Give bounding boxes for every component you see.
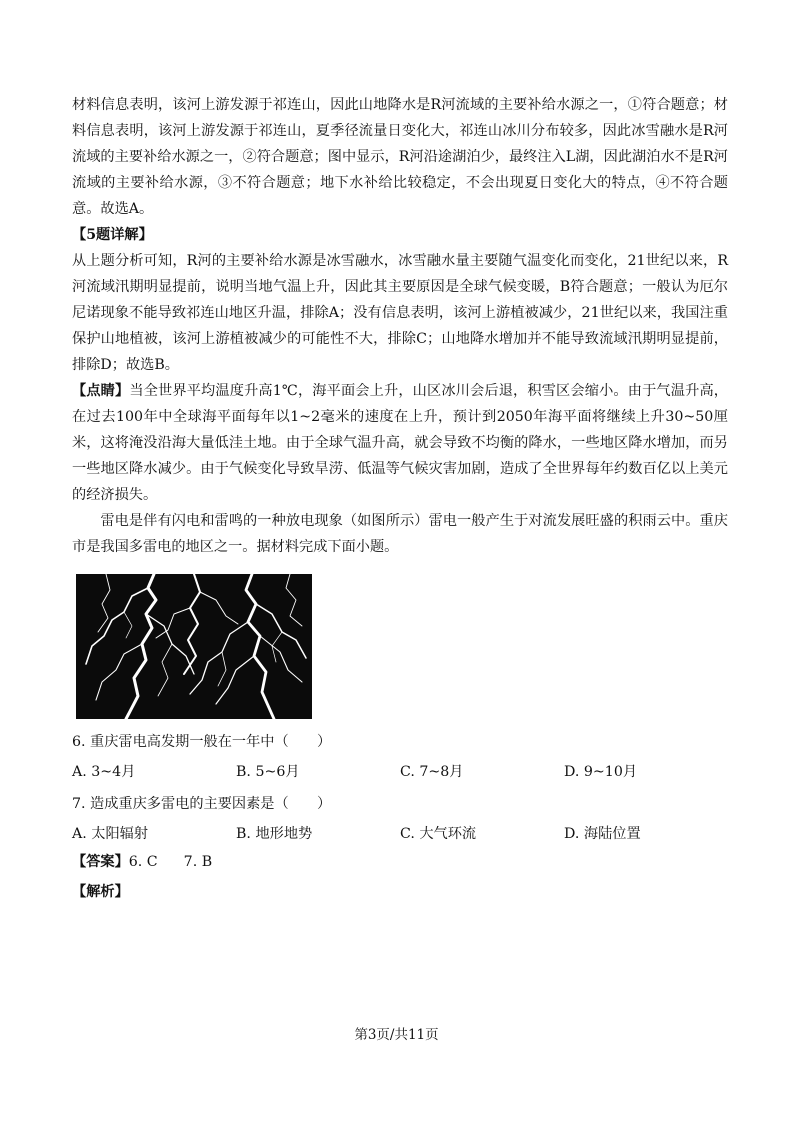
q6-option-c: C. 7~8月	[400, 764, 464, 780]
question-7-stem: 7. 造成重庆多雷电的主要因素是（ ）	[72, 796, 332, 812]
page-footer: 第3页/共11页	[354, 1027, 439, 1043]
lightning-illustration	[76, 574, 312, 719]
analysis-paragraph-q4: 材料信息表明，该河上游发源于祁连山，因此山地降水是R河流域的主要补给水源之一，①符合题意；材料信息表明，该河上游发源于祁连山，夏季径流量日变化大，祁连山冰川分布较多，因此冰雪融水是R河流域的主要补给水源之一，②符合题意；图中显示，R河沿途湖泊少，最终注入L湖，因此湖泊水不是R河流域的主要补给水源，③不符合题意；地下水补给比较稳定，不会出现夏日变化大的特点，④不符合题意。故选A。	[72, 97, 728, 217]
dianjing-label: 【点睛】	[72, 383, 130, 399]
question-6-options	[72, 755, 728, 787]
answer-6: 6. C	[128, 854, 158, 870]
answer-7: 7. B	[183, 854, 213, 870]
question-6-stem: 6. 重庆雷电高发期一般在一年中（ ）	[72, 734, 332, 750]
answer-label: 【答案】	[72, 854, 129, 870]
dianjing-text: 当全世界平均温度升高1℃，海平面会上升，山区冰川会后退，积雪区会缩小。由于气温升高，在过去100年中全球海平面每年以1~2毫米的速度在上升，预计到2050年海平面将继续上升30~50厘米，这将淹没沿海大量低洼土地。由于全球气温升高，就会导致不均衡的降水，一些地区降水增加，而另一些地区降水减少。由于气候变化导致旱涝、低温等气候灾害加剧，造成了全世界每年约数百亿以上美元的经济损失。	[72, 383, 728, 503]
q6-option-a: A. 3~4月	[72, 764, 136, 780]
q7-option-c: C. 大气环流	[400, 826, 477, 842]
q7-option-b: B. 地形地势	[236, 826, 313, 842]
q6-option-d: D. 9~10月	[564, 764, 638, 780]
answer-line	[72, 849, 728, 875]
q7-option-a: A. 太阳辐射	[72, 826, 149, 842]
analysis-label: 【解析】	[72, 884, 129, 900]
dianjing-paragraph	[72, 378, 728, 508]
lightning-photo	[76, 574, 312, 719]
analysis-paragraph-q5: 从上题分析可知，R河的主要补给水源是冰雪融水，冰雪融水量主要随气温变化而变化，21世纪以来，R河流域汛期明显提前，说明当地气温上升，因此其主要原因是全球气候变暖，B符合题意；一般认为厄尔尼诺现象不能导致祁连山地区升温，排除A；没有信息表明，该河上游植被减少，21世纪以来，我国注重保护山地植被，该河上游植被减少的可能性不大，排除C；山地降水增加并不能导致流域汛期明显提前，排除D；故选B。	[72, 253, 728, 373]
q5-detail-heading: 【5题详解】	[72, 227, 153, 243]
lightning-intro: 雷电是伴有闪电和雷鸣的一种放电现象（如图所示）雷电一般产生于对流发展旺盛的积雨云中。重庆市是我国多雷电的地区之一。据材料完成下面小题。	[72, 513, 728, 555]
content-area	[72, 92, 728, 905]
question-7-options	[72, 817, 728, 849]
q7-option-d: D. 海陆位置	[564, 826, 641, 842]
q6-option-b: B. 5~6月	[236, 764, 300, 780]
